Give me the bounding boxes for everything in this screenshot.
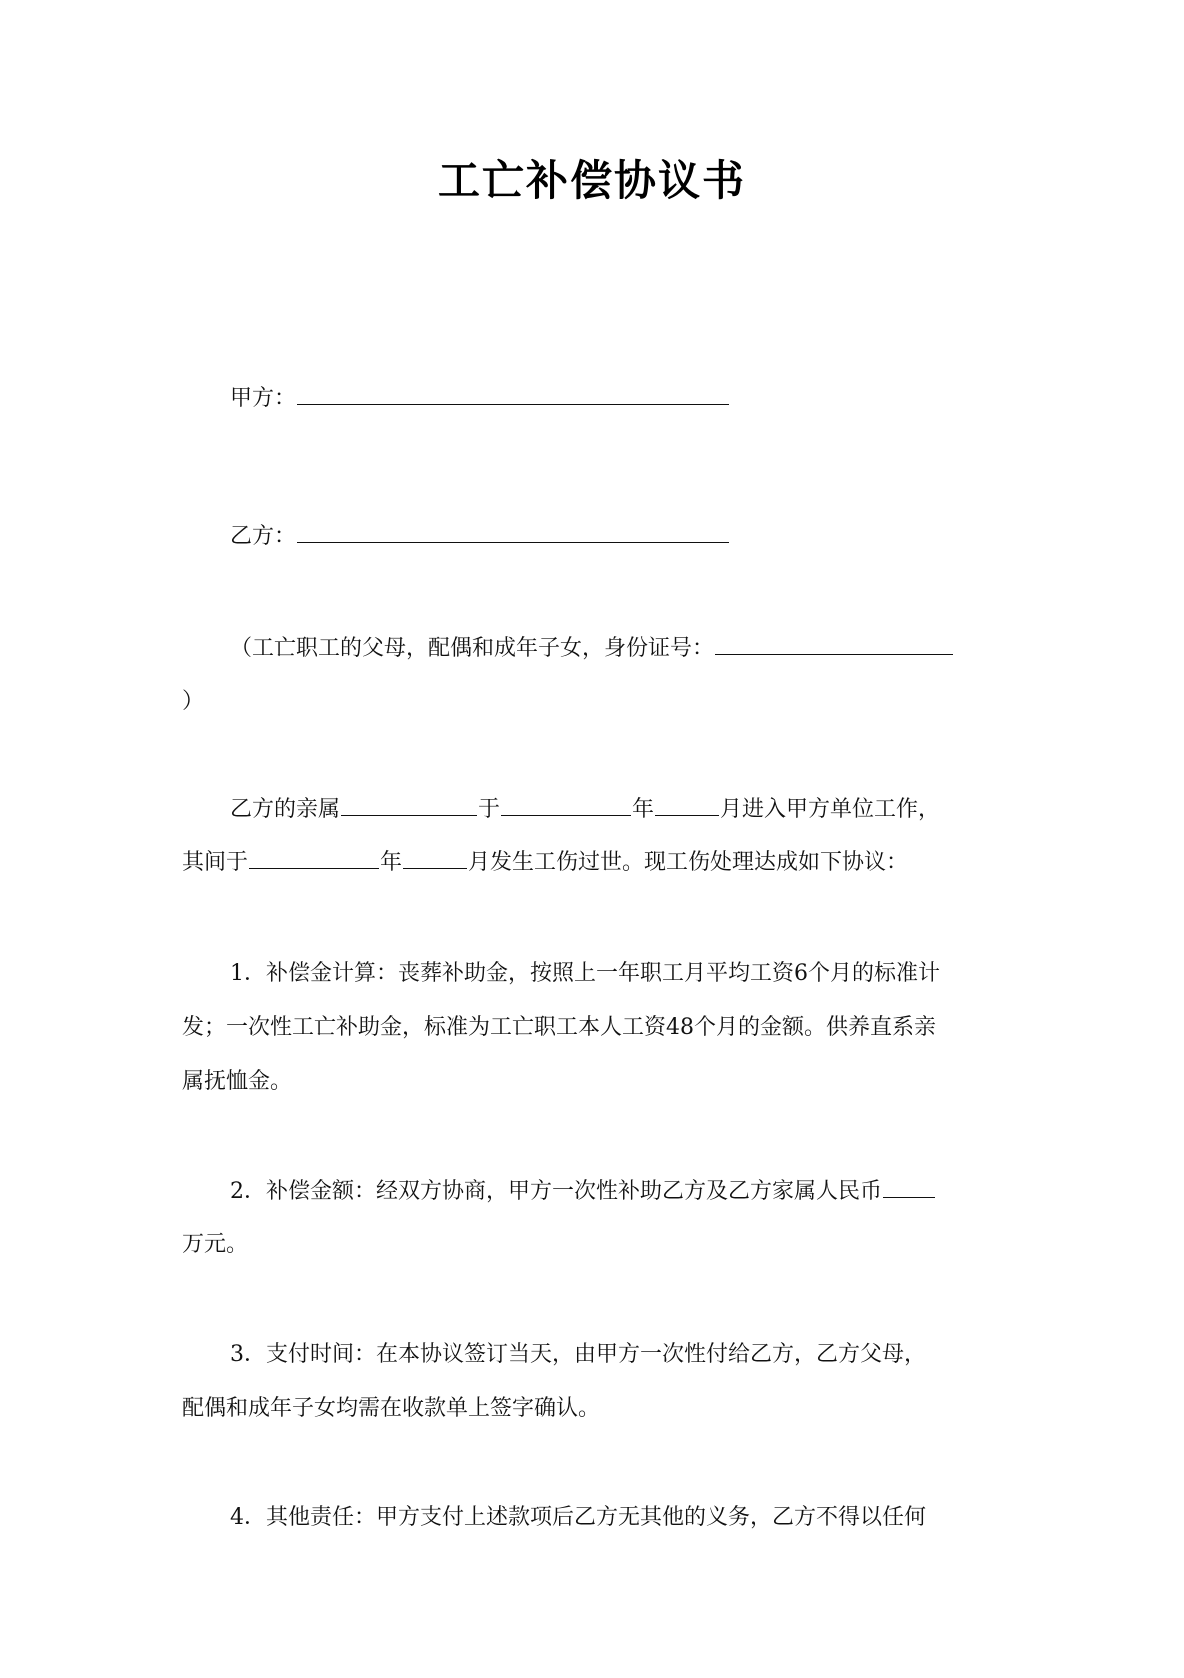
intro-text-6: 年 [380,850,403,875]
intro-line-2 [182,846,908,879]
death-year-blank [249,846,379,869]
intro-text-7: 月发生工伤过世。现工伤处理达成如下协议： [468,850,909,875]
party-b-line [230,520,730,553]
party-a-line [230,382,730,415]
intro-text-5: 其间于 [182,850,249,875]
family-open-text: （工亡职工的父母，配偶和成年子女，身份证号： [230,636,715,661]
clause-1-line-2: 发；一次性工亡补助金，标准为工亡职工本人工资48个月的金额。供养直系亲 [182,1015,936,1040]
family-close-text: ） [182,689,205,714]
party-b-label: 乙方： [230,524,297,549]
clause-4-line-1: 4．其他责任：甲方支付上述款项后乙方无其他的义务，乙方不得以任何 [230,1505,926,1530]
clause-1-line-1: 1．补偿金计算：丧葬补助金，按照上一年职工月平均工资6个月的标准计 [230,961,940,986]
id-number-blank [715,632,953,655]
party-b-blank [297,520,729,543]
amount-blank [883,1175,935,1198]
entry-year-blank [501,793,631,816]
clause-2-line-2: 万元。 [182,1232,249,1257]
family-line-2 [182,686,204,718]
entry-month-blank [655,793,719,816]
intro-text-3: 年 [632,797,655,822]
death-month-blank [403,846,467,869]
intro-text-4: 月进入甲方单位工作， [720,797,941,822]
clause-2-line-1 [230,1175,936,1208]
party-a-label: 甲方： [230,386,297,411]
page-title: 工亡补偿协议书 [437,156,746,205]
clause-3-line-2: 配偶和成年子女均需在收款单上签字确认。 [182,1396,601,1421]
intro-line-1 [230,793,940,826]
party-a-blank [297,382,729,405]
intro-text-1: 乙方的亲属 [230,797,341,822]
clause-2-text: 2．补偿金额：经双方协商，甲方一次性补助乙方及乙方家属人民币 [230,1179,882,1204]
relative-name-blank [341,793,477,816]
family-line-1 [230,632,954,665]
clause-1-line-3: 属抚恤金。 [182,1069,293,1094]
intro-text-2: 于 [478,797,501,822]
clause-3-line-1: 3．支付时间：在本协议签订当天，由甲方一次性付给乙方，乙方父母， [230,1342,926,1367]
